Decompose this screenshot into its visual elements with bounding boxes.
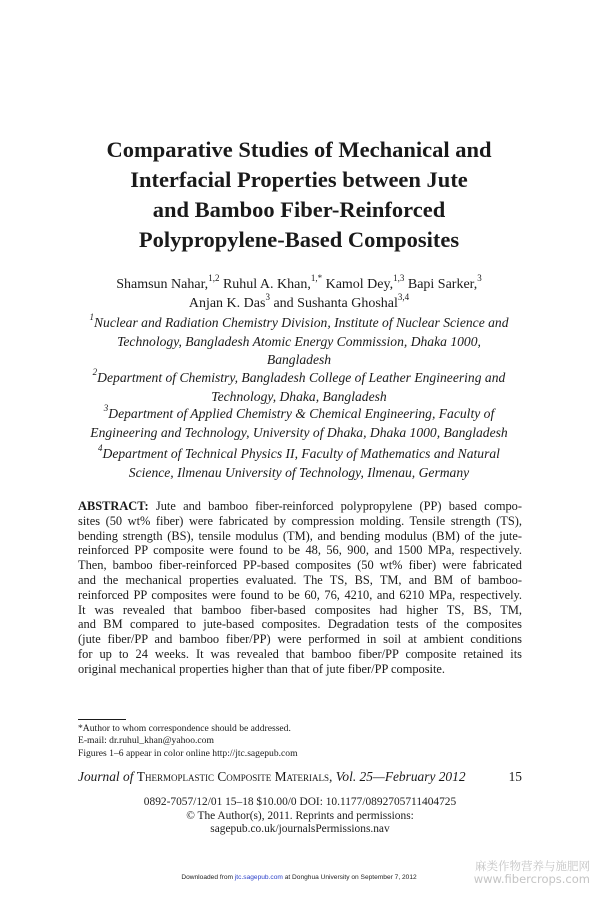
author-line-2 (40, 294, 558, 313)
author-name: Kamol Dey, (322, 277, 394, 292)
affiliation-4 (60, 445, 538, 482)
download-link[interactable]: jtc.sagepub.com (234, 874, 283, 881)
abstract-line: It was revealed that bamboo fiber-based composites had higher TS, BS, TM, (78, 602, 522, 617)
author-affiliation-mark: 3,4 (397, 292, 410, 303)
affiliation-text: Science, Ilmenau University of Technology, Ilmenau, Germany (128, 464, 470, 480)
page-number: 15 (508, 769, 522, 784)
abstract-line: Then, bamboo fiber-reinforced PP-based composites (50 wt% fiber) were fabricated (78, 558, 522, 573)
site-watermark (474, 860, 590, 886)
author-affiliation-mark: 3 (477, 273, 482, 284)
affiliation-number: 3 (103, 403, 109, 414)
abstract-line: reinforced PP composites were found to be 60, 76, 4210, and 6210 MPa, respectively. (78, 587, 522, 602)
affiliation-text: Bangladesh (266, 352, 332, 367)
footnote-correspondence: *Author to whom correspondence should be addressed. (78, 723, 291, 734)
affiliation-text: Department of Chemistry, Bangladesh College of Leather Engineering and (97, 370, 506, 385)
publisher-info (78, 796, 522, 837)
affiliation-3 (60, 405, 538, 442)
abstract-label: ABSTRACT: (78, 499, 149, 513)
abstract-line: original mechanical properties higher than that of jute fiber/PP composite. (78, 661, 446, 676)
author-affiliation-mark: 1,* (310, 273, 323, 284)
journal-volume: , Vol. 25—February 2012 (329, 769, 466, 784)
title-line: Interfacial Properties between Jute (130, 167, 468, 192)
affiliation-text: Nuclear and Radiation Chemistry Division, Institute of Nuclear Science and (93, 315, 509, 330)
watermark-text: 麻类作物营养与施肥网 (475, 859, 590, 873)
doi-line: 0892-7057/12/01 15–18 $10.00/0 DOI: 10.1177/0892705711404725 (143, 796, 457, 808)
abstract-line: sites (50 wt% fiber) were fabricated by compression molding. Tensile strength (TS), (78, 513, 522, 528)
affiliation-text: Engineering and Technology, University of Dhaka, Dhaka 1000, Bangladesh (90, 424, 508, 440)
footnotes (78, 723, 522, 760)
abstract-line: reinforced PP composite were found to be 48, 56, 900, and 1500 MPa, respectively. (78, 543, 522, 558)
footnote-email[interactable]: E-mail: dr.ruhul_khan@yahoo.com (78, 735, 214, 747)
watermark-url: www.fibercrops.com (473, 872, 590, 886)
affiliation-text: Department of Applied Chemistry & Chemical Engineering, Faculty of (108, 406, 495, 421)
affiliation-number: 2 (92, 367, 98, 378)
author-affiliation-mark: 1,2 (208, 273, 220, 284)
author-name: Bapi Sarker, (404, 277, 478, 292)
download-text: Downloaded from (181, 874, 235, 881)
journal-name: Thermoplastic Composite Materials (136, 769, 330, 784)
permissions-line[interactable]: sagepub.co.uk/journalsPermissions.nav (210, 823, 390, 836)
abstract-line (78, 499, 522, 514)
title-line: Polypropylene-Based Composites (138, 227, 460, 252)
abstract-line: and the mechanical properties evaluated. The TS, BS, TM, and BM of bamboo- (78, 572, 522, 587)
title-line: and Bamboo Fiber-Reinforced (152, 197, 446, 222)
download-text: at Donghua University on September 7, 2012 (282, 874, 417, 881)
journal-prefix: Journal of (78, 769, 137, 784)
author-affiliation-mark: 3 (265, 292, 270, 303)
abstract-line: bending strength (BS), tensile modulus (TM), and bending modulus (BM) of the jute- (78, 528, 522, 543)
affiliation-number: 4 (98, 443, 103, 454)
affiliation-1 (60, 314, 538, 370)
paper-title (40, 135, 558, 255)
abstract-line: and BM compared to jute-based composites. Degradation tests of the composites (78, 617, 522, 632)
author-list (40, 275, 558, 313)
author-name: Anjan K. Das (188, 296, 266, 311)
abstract-text: Jute and bamboo fiber-reinforced polypropylene (PP) based compo- (148, 499, 522, 513)
author-name: and Sushanta Ghoshal (269, 296, 398, 311)
author-affiliation-mark: 1,3 (393, 273, 405, 284)
author-name: Ruhul A. Khan, (219, 277, 311, 292)
affiliation-text: Technology, Bangladesh Atomic Energy Commission, Dhaka 1000, (117, 333, 481, 349)
journal-line (78, 768, 522, 786)
copyright-line: © The Author(s), 2011. Reprints and permissions: (186, 809, 414, 822)
footnote-figures: Figures 1–6 appear in color online http://jtc.sagepub.com (78, 747, 298, 759)
affiliation-text: Department of Technical Physics II, Faculty of Mathematics and Natural (102, 446, 500, 461)
abstract (78, 499, 522, 677)
author-line-1 (40, 275, 558, 294)
abstract-line: for up to 24 weeks. It was revealed that bamboo fiber/PP composite retained its (78, 646, 522, 661)
affiliation-text: Technology, Dhaka, Bangladesh (211, 388, 387, 404)
abstract-line: (jute fiber/PP and bamboo fiber/PP) were performed in soil at ambient conditions (78, 632, 522, 647)
affiliation-number: 1 (89, 312, 94, 323)
footnote-divider (78, 719, 126, 720)
affiliation-2 (60, 369, 538, 406)
title-line: Comparative Studies of Mechanical and (106, 137, 492, 162)
author-name: Shamsun Nahar, (116, 277, 209, 292)
